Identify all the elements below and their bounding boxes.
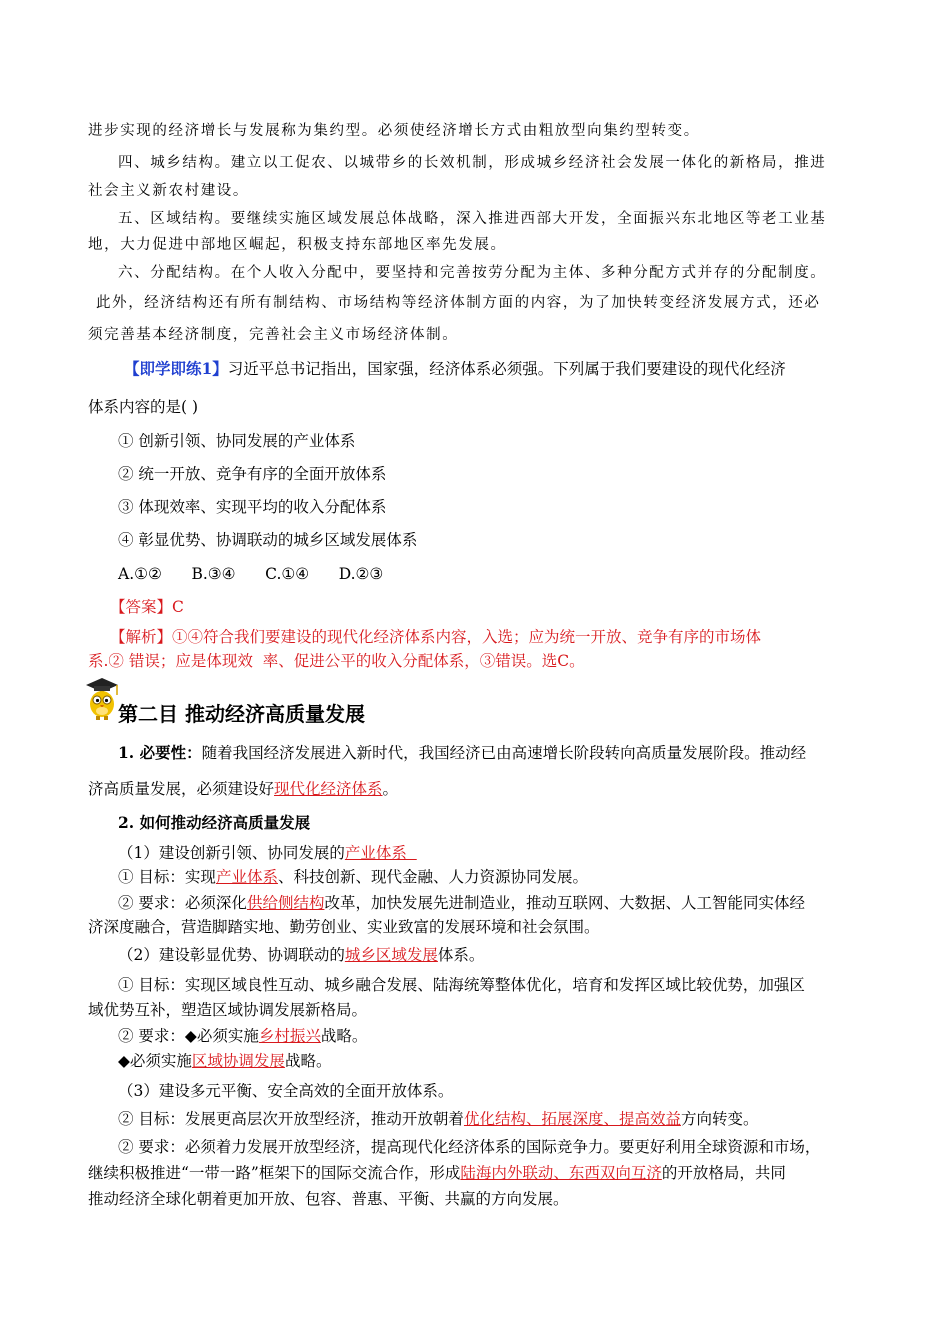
point-line: 继续积极推进“一带一路”框架下的国际交流合作，形成陆海内外联动、东西双向互济的开放格局，共同 <box>88 1164 786 1182</box>
paragraph-line: 社会主义新农村建设。 <box>88 183 249 199</box>
key-term: 区域协调发展 <box>191 1052 285 1070</box>
exercise-option: ③ 体现效率、实现平均的收入分配体系 <box>118 498 387 516</box>
necessity-line: 1. 必要性：随着我国经济发展进入新时代，我国经济已由高速增长阶段转向高质量发展阶段。推动经 <box>118 743 807 762</box>
section-heading: 第二目 推动经济高质量发展 <box>118 702 365 726</box>
key-term: 产业体系 <box>344 844 417 862</box>
point-line: ② 目标：发展更高层次开放型经济，推动开放朝着优化结构、拓展深度、提高效益方向转变。 <box>118 1110 759 1128</box>
key-term: 供给侧结构 <box>246 894 325 912</box>
exercise-label: 【即学即练1】 <box>124 359 228 378</box>
paragraph-line: 须完善基本经济制度，完善社会主义市场经济体制。 <box>88 327 459 343</box>
point-line: ① 目标：实现产业体系、科技创新、现代金融、人力资源协同发展。 <box>118 868 588 886</box>
exercise-option: ④ 彰显优势、协调联动的城乡区域发展体系 <box>118 531 418 549</box>
point-line: 济深度融合，营造脚踏实地、勤劳创业、实业致富的发展环境和社会氛围。 <box>88 918 600 936</box>
point-line: ◆必须实施区域协调发展战略。 <box>118 1052 332 1070</box>
point-line: 域优势互补，塑造区域协调发展新格局。 <box>88 1001 368 1019</box>
subsection-title: 2. 如何推动经济高质量发展 <box>118 813 311 832</box>
paragraph-line: 地，大力促进中部地区崛起，积极支持东部地区率先发展。 <box>88 237 507 253</box>
analysis-line: 【解析】①④符合我们要建设的现代化经济体系内容，入选；应为统一开放、竞争有序的市场体 <box>110 628 762 646</box>
necessity-label: 1. 必要性： <box>118 743 202 762</box>
point-line: （1）建设创新引领、协同发展的产业体系 <box>118 844 417 862</box>
point-line: ② 要求：必须着力发展开放型经济，提高现代化经济体系的国际竞争力。要更好利用全球资源和市场， <box>118 1138 821 1156</box>
paragraph-line: 六、分配结构。在个人收入分配中，要坚持和完善按劳分配为主体、多种分配方式并存的分配制度。 <box>118 265 827 281</box>
paragraph-line: 进步实现的经济增长与发展称为集约型。必须使经济增长方式由粗放型向集约型转变。 <box>88 123 700 139</box>
graduate-owl-icon <box>84 676 120 722</box>
exercise-option: ② 统一开放、竞争有序的全面开放体系 <box>118 465 387 483</box>
key-term: 乡村振兴 <box>258 1027 321 1045</box>
key-term: 城乡区域发展 <box>344 946 438 964</box>
paragraph-line: 此外，经济结构还有所有制结构、市场结构等经济体制方面的内容，为了加快转变经济发展方式，还必 <box>96 295 821 311</box>
point-line: （3）建设多元平衡、安全高效的全面开放体系。 <box>118 1082 454 1100</box>
key-term: 优化结构、拓展深度、提高效益 <box>463 1110 681 1128</box>
exercise-choices: A.①② B.③④ C.①④ D.②③ <box>118 565 384 583</box>
point-line: ② 要求：◆必须实施乡村振兴战略。 <box>118 1027 368 1045</box>
analysis-label: 【解析】 <box>110 628 173 646</box>
answer-value: C <box>172 598 184 616</box>
answer-label: 【答案】 <box>110 598 173 616</box>
key-term: 陆海内外联动、东西双向互济 <box>460 1164 662 1182</box>
point-line: ② 要求：必须深化供给侧结构改革，加快发展先进制造业，推动互联网、大数据、人工智能同实体经 <box>118 894 805 912</box>
paragraph-line: 五、区域结构。要继续实施区域发展总体战略，深入推进西部大开发，全面振兴东北地区等老工业基 <box>118 211 827 227</box>
exercise-question-line: 体系内容的是( ) <box>88 398 199 416</box>
analysis-line: 系.② 错误；应是体现效 率、促进公平的收入分配体系，③错误。选C。 <box>88 652 585 670</box>
key-term: 现代化经济体系 <box>274 780 383 798</box>
key-term: 产业体系 <box>215 868 278 886</box>
exercise-question-line: 【即学即练1】习近平总书记指出，国家强，经济体系必须强。下列属于我们要建设的现代化经济 <box>124 359 786 378</box>
necessity-line: 济高质量发展，必须建设好现代化经济体系。 <box>88 780 399 798</box>
point-line: （2）建设彰显优势、协调联动的城乡区域发展体系。 <box>118 946 485 964</box>
answer-line <box>110 596 184 618</box>
point-line: 推动经济全球化朝着更加开放、包容、普惠、平衡、共赢的方向发展。 <box>88 1190 569 1208</box>
exercise-option: ① 创新引领、协同发展的产业体系 <box>118 432 356 450</box>
paragraph-line: 四、城乡结构。建立以工促农、以城带乡的长效机制，形成城乡经济社会发展一体化的新格局，推进 <box>118 155 827 171</box>
point-line: ① 目标：实现区域良性互动、城乡融合发展、陆海统筹整体优化，培育和发挥区域比较优势，加强区 <box>118 976 805 994</box>
